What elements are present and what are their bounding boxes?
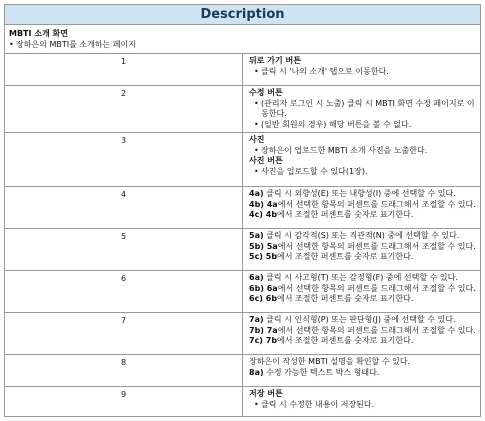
intro-title: MBTI 소개 화면 xyxy=(9,29,68,38)
table-title: Description xyxy=(5,5,481,25)
table-row xyxy=(5,133,481,187)
item-title: 사진 버튼 xyxy=(249,156,283,165)
row-description xyxy=(243,387,481,417)
row-number: 4 xyxy=(5,187,243,229)
item-ref: 6b xyxy=(262,294,278,303)
row-number: 7 xyxy=(5,313,243,355)
item-line-a xyxy=(249,368,476,379)
item-key: 5c) xyxy=(249,252,263,261)
item-line-a xyxy=(249,273,476,284)
item-line-c xyxy=(249,336,476,347)
item-bullet: • 사진을 업로드할 수 있다(1장). xyxy=(249,167,476,178)
item-ref: 4a xyxy=(263,199,278,209)
item-ref: 6a xyxy=(263,283,278,293)
row-description xyxy=(243,271,481,313)
item-key: 7a) xyxy=(249,315,264,324)
item-text: 에서 선택한 항목의 퍼센트를 드래그해서 조절할 수 있다. xyxy=(277,241,476,251)
item-ref: 4b xyxy=(262,210,278,219)
item-text: 클릭 시 인식형(P) 또는 판단형(J) 중에 선택할 수 있다. xyxy=(263,315,456,324)
row-description xyxy=(243,313,481,355)
item-line-a xyxy=(249,189,476,200)
item-text: 에서 조절한 퍼센트를 숫자로 표기한다. xyxy=(277,210,414,219)
item-line: 장하은이 작성한 MBTI 설명을 확인할 수 있다. xyxy=(249,357,411,366)
item-line-b xyxy=(249,326,476,337)
item-bullet: • (일반 회원의 경우) 해당 버튼을 볼 수 없다. xyxy=(249,120,476,131)
item-key: 4b) xyxy=(249,199,264,209)
item-key: 7c) xyxy=(249,336,263,345)
row-description xyxy=(243,133,481,187)
item-line-b xyxy=(249,284,476,295)
description-table-wrapper xyxy=(4,4,481,417)
row-description xyxy=(243,187,481,229)
item-text: 에서 선택한 항목의 퍼센트를 드래그해서 조절할 수 있다. xyxy=(277,325,476,335)
table-row xyxy=(5,229,481,271)
item-key: 5a) xyxy=(249,231,264,240)
item-key: 8a) xyxy=(249,367,264,377)
row-number: 2 xyxy=(5,86,243,133)
item-text: 클릭 시 외향성(E) 또는 내향성(I) 중에 선택할 수 있다. xyxy=(263,189,456,198)
item-text: 에서 선택한 항목의 퍼센트를 드래그해서 조절할 수 있다. xyxy=(277,199,476,209)
item-key: 6c) xyxy=(249,294,263,303)
description-table xyxy=(4,4,481,417)
table-row xyxy=(5,271,481,313)
table-row xyxy=(5,355,481,387)
item-text: 클릭 시 사고형(T) 또는 감정형(F) 중에 선택할 수 있다. xyxy=(263,273,458,282)
item-key: 4c) xyxy=(249,210,263,219)
row-number: 5 xyxy=(5,229,243,271)
item-text: 에서 조절한 퍼센트를 숫자로 표기한다. xyxy=(277,294,414,303)
row-number: 9 xyxy=(5,387,243,417)
row-number: 6 xyxy=(5,271,243,313)
row-description xyxy=(243,355,481,387)
item-bullet: • 클릭 시 '나의 소개' 탭으로 이동한다. xyxy=(249,67,476,78)
item-line-c xyxy=(249,294,476,305)
item-title: 수정 버튼 xyxy=(249,88,283,97)
row-number: 1 xyxy=(5,54,243,86)
table-header-row xyxy=(5,5,481,25)
item-title: 뒤로 가기 버튼 xyxy=(249,56,301,65)
row-number: 3 xyxy=(5,133,243,187)
table-row xyxy=(5,86,481,133)
item-text: 에서 조절한 퍼센트를 숫자로 표기한다. xyxy=(277,252,414,261)
item-title: 사진 xyxy=(249,135,265,144)
item-key: 5b) xyxy=(249,241,264,251)
item-key: 4a) xyxy=(249,189,264,198)
item-line-c xyxy=(249,210,476,221)
item-text: 에서 선택한 항목의 퍼센트를 드래그해서 조절할 수 있다. xyxy=(277,283,476,293)
intro-bullet: • 장하은의 MBTI를 소개하는 페이지 xyxy=(9,39,476,50)
item-key: 6b) xyxy=(249,283,264,293)
row-number: 8 xyxy=(5,355,243,387)
row-description xyxy=(243,229,481,271)
item-ref: 7b xyxy=(262,336,278,345)
item-line-c xyxy=(249,252,476,263)
item-bullet: • 장하은이 업로드한 MBTI 소개 사진을 노출한다. xyxy=(249,146,476,157)
table-row xyxy=(5,54,481,86)
item-ref: 5b xyxy=(262,252,278,261)
item-line-b xyxy=(249,242,476,253)
item-line-a xyxy=(249,315,476,326)
item-ref: 7a xyxy=(263,325,278,335)
item-line-a xyxy=(249,231,476,242)
table-row xyxy=(5,187,481,229)
item-bullet: • (관리자 로그인 시 노출) 클릭 시 MBTI 화면 수정 페이지로 이동한다. xyxy=(249,99,476,120)
row-description xyxy=(243,54,481,86)
item-text: 수정 가능한 텍스트 박스 형태다. xyxy=(263,367,380,377)
row-description xyxy=(243,86,481,133)
item-text: 에서 조절한 퍼센트를 숫자로 표기한다. xyxy=(277,336,414,345)
intro-row xyxy=(5,25,481,54)
item-line-b xyxy=(249,200,476,211)
item-ref: 5a xyxy=(263,241,278,251)
item-title: 저장 버튼 xyxy=(249,389,283,398)
intro-cell xyxy=(5,25,481,54)
item-key: 7b) xyxy=(249,325,264,335)
item-text: 클릭 시 감각적(S) 또는 직관적(N) 중에 선택할 수 있다. xyxy=(263,231,460,240)
table-row xyxy=(5,313,481,355)
table-row xyxy=(5,387,481,417)
item-bullet: • 클릭 시 수정한 내용이 저장된다. xyxy=(249,400,476,411)
item-key: 6a) xyxy=(249,273,264,282)
